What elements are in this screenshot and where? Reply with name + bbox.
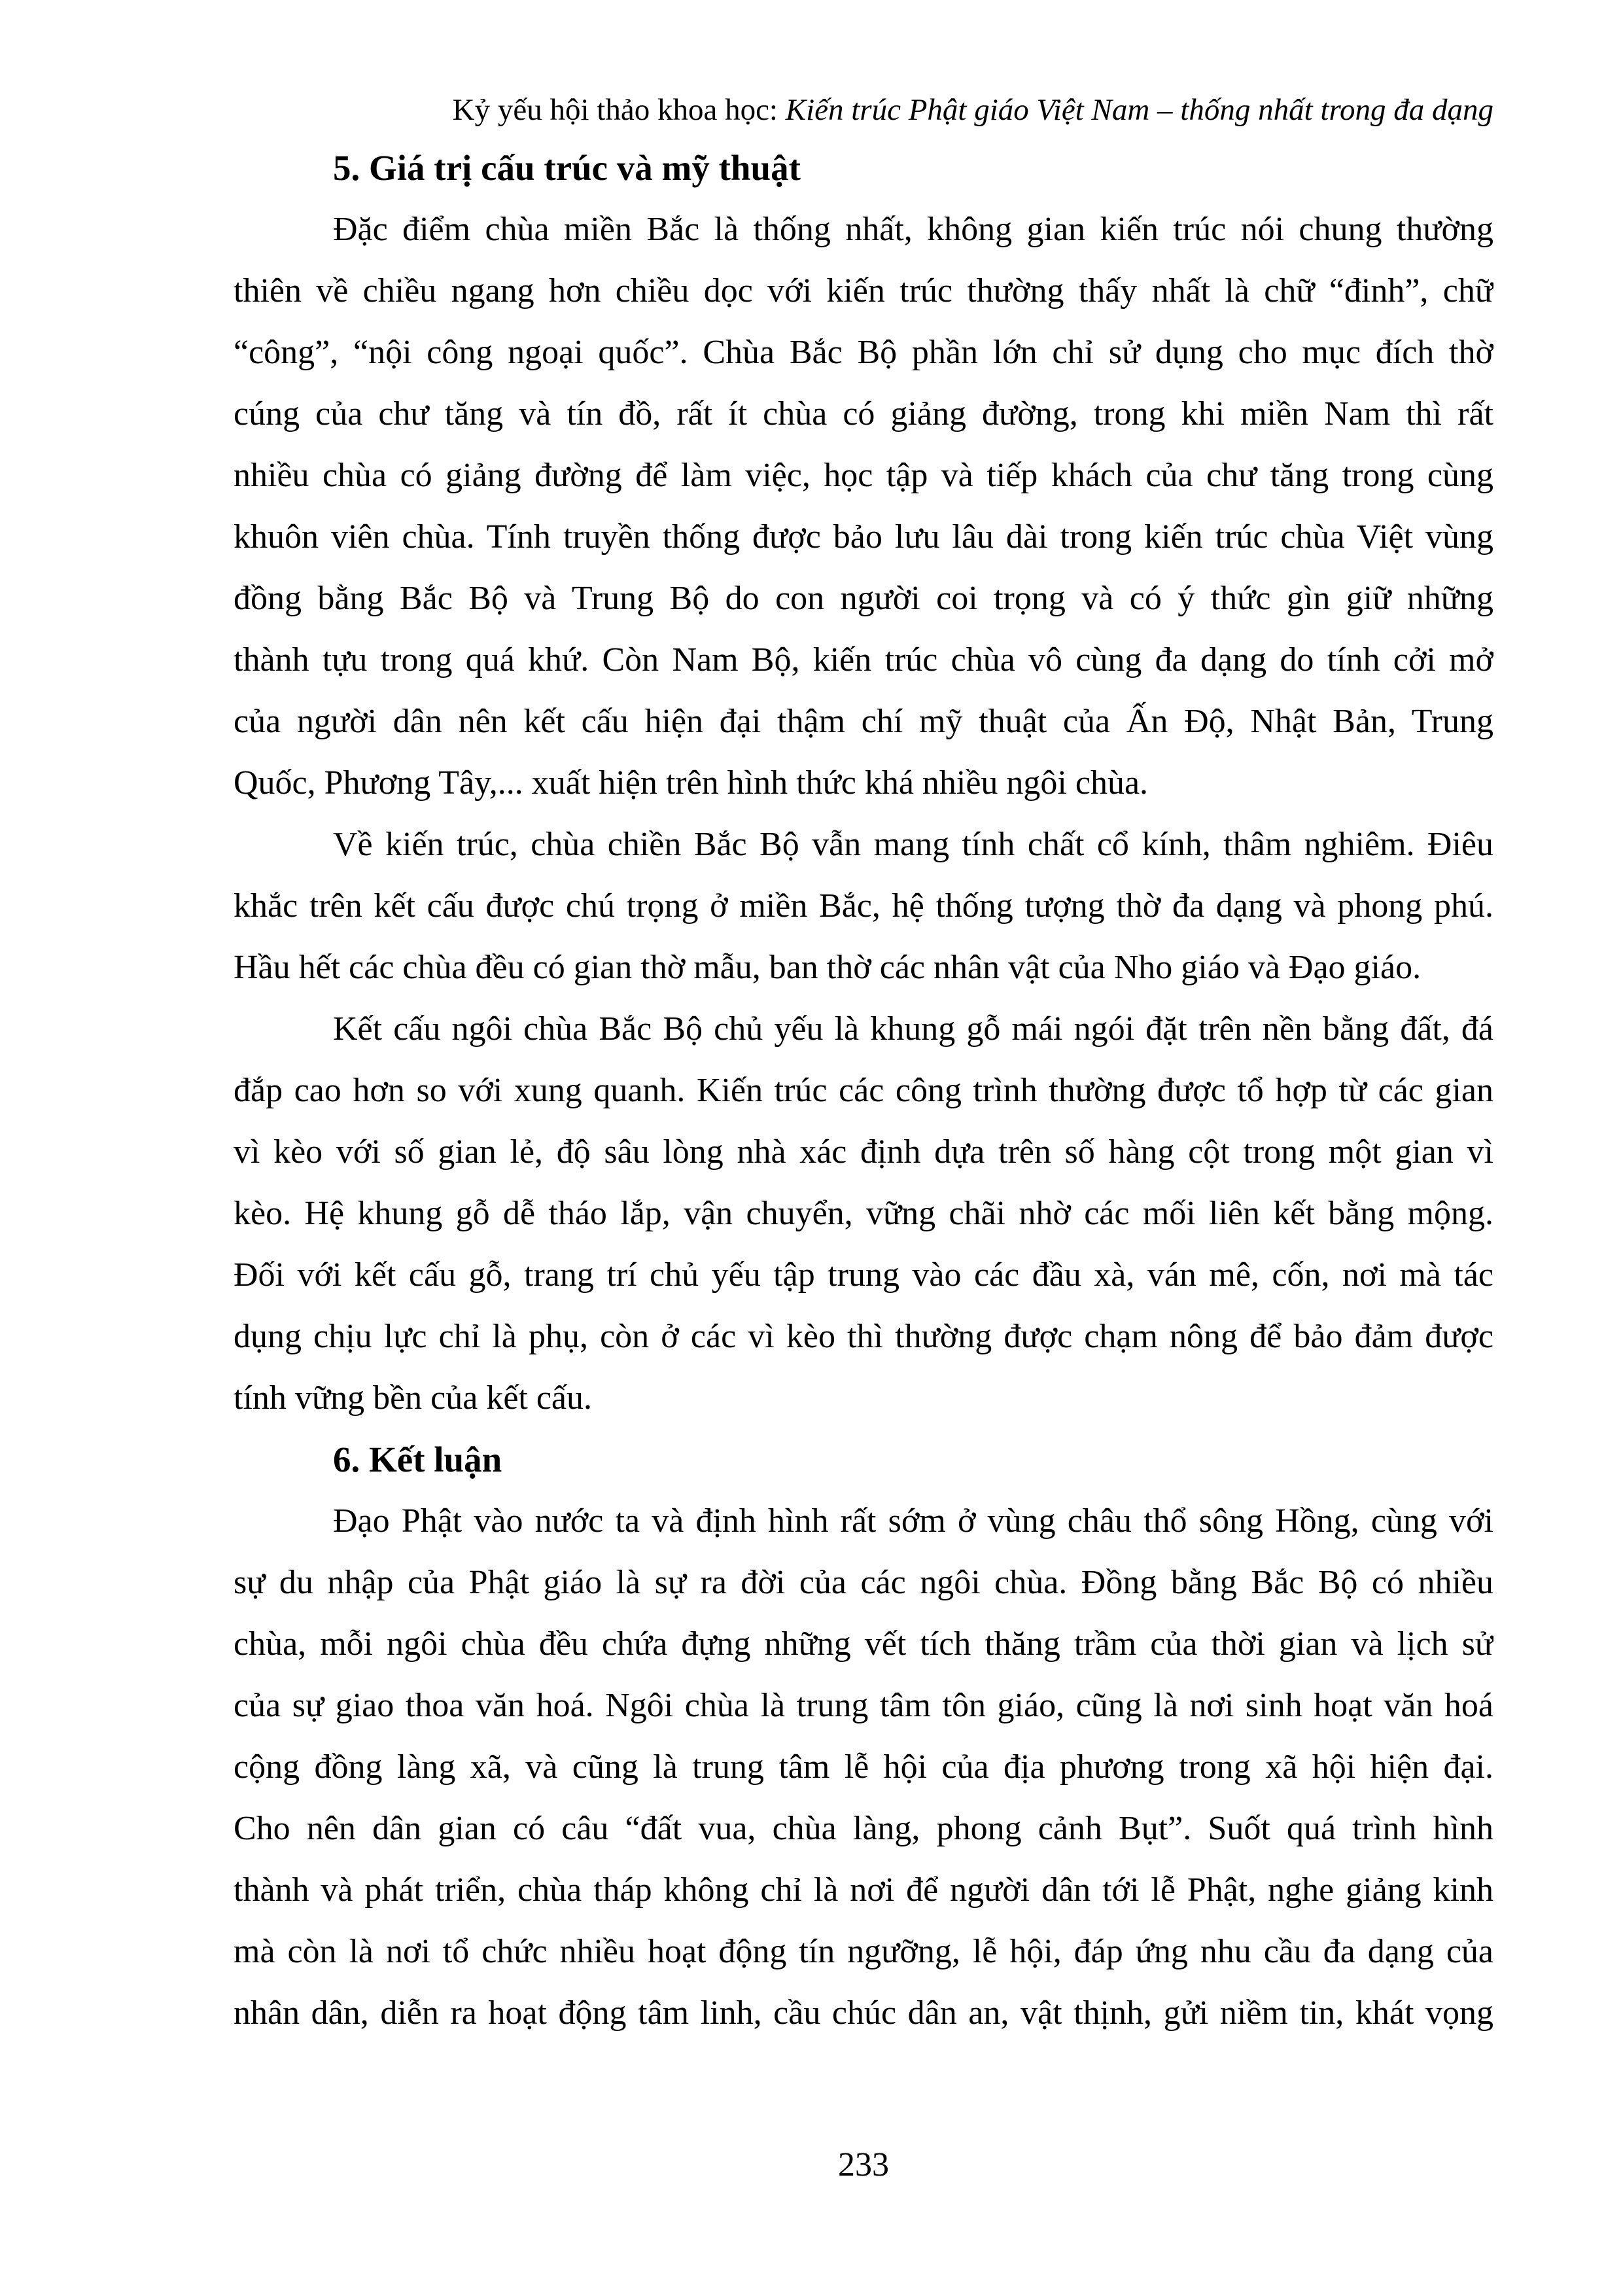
text-line: đồng bằng Bắc Bộ và Trung Bộ do con người coi trọng và có ý thức gìn giữ những bbox=[234, 580, 1493, 617]
text-line: Kết cấu ngôi chùa Bắc Bộ chủ yếu là khung gỗ mái ngói đặt trên nền bằng đất, đá bbox=[333, 1010, 1493, 1048]
text-line: nhân dân, diễn ra hoạt động tâm linh, cầu chúc dân an, vật thịnh, gửi niềm tin, khát vọng bbox=[234, 1994, 1493, 2032]
text-line: chùa, mỗi ngôi chùa đều chứa đựng những vết tích thăng trầm của thời gian và lịch sử bbox=[234, 1625, 1493, 1663]
section-heading: 5. Giá trị cấu trúc và mỹ thuật bbox=[333, 148, 801, 188]
text-line: cúng của chư tăng và tín đồ, rất ít chùa có giảng đường, trong khi miền Nam thì rất bbox=[234, 395, 1493, 433]
page-number: 233 bbox=[838, 2146, 889, 2183]
text-line: Về kiến trúc, chùa chiền Bắc Bộ vẫn mang tính chất cổ kính, thâm nghiêm. Điêu bbox=[333, 826, 1493, 863]
text-line: kèo. Hệ khung gỗ dễ tháo lắp, vận chuyển, vững chãi nhờ các mối liên kết bằng mộng. bbox=[234, 1195, 1493, 1232]
text-line: của sự giao thoa văn hoá. Ngôi chùa là trung tâm tôn giáo, cũng là nơi sinh hoạt văn hoá bbox=[234, 1687, 1493, 1724]
text-line: thành và phát triển, chùa tháp không chỉ là nơi để người dân tới lễ Phật, nghe giảng kinh bbox=[234, 1871, 1493, 1909]
text-line: Đối với kết cấu gỗ, trang trí chủ yếu tập trung vào các đầu xà, ván mê, cốn, nơi mà tác bbox=[234, 1256, 1493, 1294]
text-line: mà còn là nơi tổ chức nhiều hoạt động tín ngưỡng, lễ hội, đáp ứng nhu cầu đa dạng của bbox=[234, 1933, 1493, 1970]
text-line: tính vững bền của kết cấu. bbox=[234, 1379, 593, 1417]
text-line: “công”, “nội công ngoại quốc”. Chùa Bắc Bộ phần lớn chỉ sử dụng cho mục đích thờ bbox=[234, 334, 1493, 371]
text-line: Quốc, Phương Tây,... xuất hiện trên hình thức khá nhiều ngôi chùa. bbox=[234, 764, 1149, 802]
text-line: thành tựu trong quá khứ. Còn Nam Bộ, kiến trúc chùa vô cùng đa dạng do tính cởi mở bbox=[234, 641, 1493, 679]
text-line: Hầu hết các chùa đều có gian thờ mẫu, ban thờ các nhân vật của Nho giáo và Đạo giáo. bbox=[234, 949, 1422, 986]
body-content bbox=[234, 137, 1493, 2044]
text-line: dụng chịu lực chỉ là phụ, còn ở các vì kèo thì thường được chạm nông để bảo đảm được bbox=[234, 1318, 1493, 1355]
text-line: khuôn viên chùa. Tính truyền thống được bảo lưu lâu dài trong kiến trúc chùa Việt vùng bbox=[234, 518, 1493, 556]
text-line: đắp cao hơn so với xung quanh. Kiến trúc các công trình thường được tổ hợp từ các gian bbox=[234, 1072, 1493, 1109]
running-header-title: Kiến trúc Phật giáo Việt Nam – thống nhất trong đa dạng bbox=[785, 93, 1493, 127]
running-header-prefix: Kỷ yếu hội thảo khoa học: bbox=[452, 93, 786, 127]
text-line: của người dân nên kết cấu hiện đại thậm chí mỹ thuật của Ấn Độ, Nhật Bản, Trung bbox=[234, 703, 1493, 740]
text-line: Đạo Phật vào nước ta và định hình rất sớm ở vùng châu thổ sông Hồng, cùng với bbox=[333, 1502, 1493, 1540]
text-line: nhiều chùa có giảng đường để làm việc, học tập và tiếp khách của chư tăng trong cùng bbox=[234, 457, 1493, 494]
text-line: khắc trên kết cấu được chú trọng ở miền Bắc, hệ thống tượng thờ đa dạng và phong phú. bbox=[234, 887, 1493, 925]
running-header bbox=[234, 90, 1493, 130]
text-line: Cho nên dân gian có câu “đất vua, chùa làng, phong cảnh Bụt”. Suốt quá trình hình bbox=[234, 1810, 1493, 1847]
text-line: sự du nhập của Phật giáo là sự ra đời của các ngôi chùa. Đồng bằng Bắc Bộ có nhiều bbox=[234, 1564, 1493, 1601]
text-line: thiên về chiều ngang hơn chiều dọc với kiến trúc thường thấy nhất là chữ “đinh”, chữ bbox=[234, 272, 1493, 309]
text-line: cộng đồng làng xã, và cũng là trung tâm lễ hội của địa phương trong xã hội hiện đại. bbox=[234, 1748, 1493, 1786]
text-line: vì kèo với số gian lẻ, độ sâu lòng nhà xác định dựa trên số hàng cột trong một gian vì bbox=[234, 1133, 1493, 1171]
text-line: Đặc điểm chùa miền Bắc là thống nhất, không gian kiến trúc nói chung thường bbox=[333, 211, 1493, 248]
section-heading: 6. Kết luận bbox=[333, 1439, 502, 1479]
